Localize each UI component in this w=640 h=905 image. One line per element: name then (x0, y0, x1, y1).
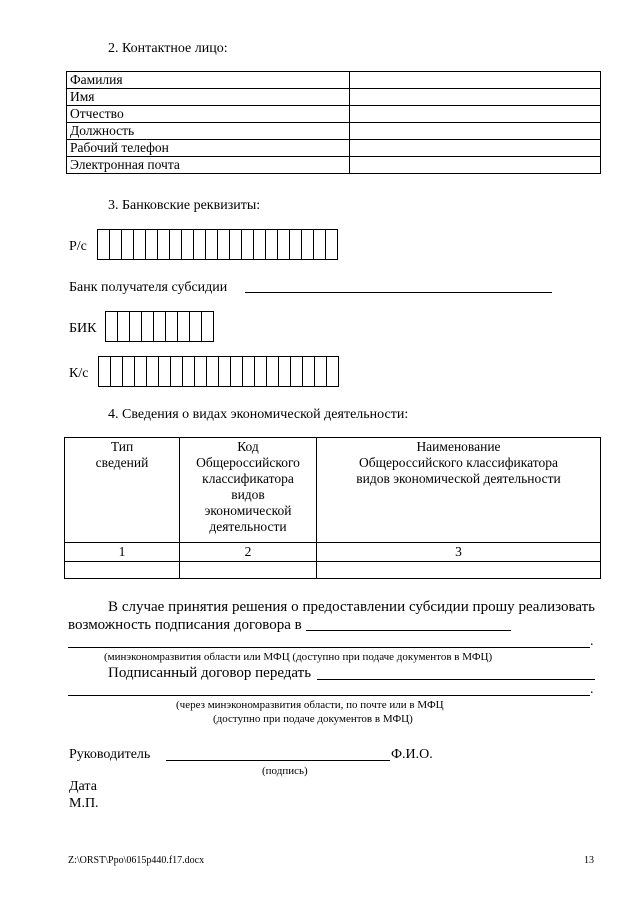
agreement-paragraph (68, 598, 595, 634)
section-3-heading: 3. Банковские реквизиты: (108, 198, 261, 213)
bik-boxes[interactable] (106, 311, 214, 342)
contact-value-cell[interactable] (350, 72, 601, 89)
signature-line[interactable] (166, 760, 390, 761)
dot: . (590, 682, 594, 697)
contact-label: Отчество (67, 106, 350, 123)
contact-row (67, 157, 601, 174)
contact-row (67, 140, 601, 157)
bank-label: Банк получателя субсидии (69, 280, 228, 295)
rs-label: Р/с (69, 239, 87, 254)
digit-box[interactable] (325, 229, 338, 260)
okved-table (64, 437, 601, 579)
contact-label: Фамилия (67, 72, 350, 89)
note-2b: (доступно при подаче документов в МФЦ) (213, 713, 413, 725)
contact-row (67, 72, 601, 89)
bank-name-line[interactable] (245, 292, 552, 293)
section-2-heading: 2. Контактное лицо: (108, 41, 228, 56)
okved-header-code: Код Общероссийского классификатора видов экономической деятельности (180, 438, 317, 543)
head-label: Руководитель (69, 747, 151, 762)
contact-value-cell[interactable] (350, 106, 601, 123)
footer-path: Z:\ORST\Ppo\0615p440.f17.docx (68, 855, 205, 866)
ks-label: К/с (69, 366, 89, 381)
ks-account-boxes[interactable] (99, 356, 339, 387)
okved-col-number: 3 (317, 543, 601, 562)
agreement-line-2[interactable] (68, 647, 590, 648)
transfer-label: Подписанный договор передать (108, 665, 312, 681)
contact-row (67, 89, 601, 106)
contact-value-cell[interactable] (350, 123, 601, 140)
note-1: (минэкономразвития области или МФЦ (доступно при подаче документов в МФЦ) (104, 651, 493, 663)
contact-label: Должность (67, 123, 350, 140)
okved-cell-name[interactable] (317, 562, 601, 579)
contact-value-cell[interactable] (350, 157, 601, 174)
date-label: Дата (69, 779, 97, 794)
okved-cell-code[interactable] (180, 562, 317, 579)
transfer-line-1[interactable] (317, 679, 595, 680)
signature-note: (подпись) (262, 765, 308, 777)
contact-row (67, 123, 601, 140)
contact-value-cell[interactable] (350, 89, 601, 106)
page-number: 13 (584, 855, 594, 866)
digit-box[interactable] (201, 311, 214, 342)
okved-col-number: 1 (65, 543, 180, 562)
rs-account-boxes[interactable] (98, 229, 338, 260)
agreement-text: В случае принятия решения о предоставлении субсидии прошу реализовать возможность подписания договора в (68, 599, 595, 633)
okved-header-type: Тип сведений (65, 438, 180, 543)
contact-label: Имя (67, 89, 350, 106)
okved-cell-type[interactable] (65, 562, 180, 579)
contact-label: Электронная почта (67, 157, 350, 174)
agreement-signing-place-line[interactable] (306, 616, 511, 631)
contact-value-cell[interactable] (350, 140, 601, 157)
transfer-line-2[interactable] (68, 695, 590, 696)
fio-label: Ф.И.О. (391, 747, 433, 762)
stamp-label: М.П. (69, 796, 99, 811)
okved-col-number: 2 (180, 543, 317, 562)
contact-label: Рабочий телефон (67, 140, 350, 157)
section-4-heading: 4. Сведения о видах экономической деятельности: (108, 407, 409, 422)
bik-label: БИК (69, 321, 97, 336)
okved-header-name: Наименование Общероссийского классификатора видов экономической деятельности (317, 438, 601, 543)
contact-person-table (66, 71, 601, 174)
contact-row (67, 106, 601, 123)
digit-box[interactable] (326, 356, 339, 387)
dot: . (590, 634, 594, 649)
note-2a: (через минэкономразвития области, по почте или в МФЦ (176, 699, 444, 711)
